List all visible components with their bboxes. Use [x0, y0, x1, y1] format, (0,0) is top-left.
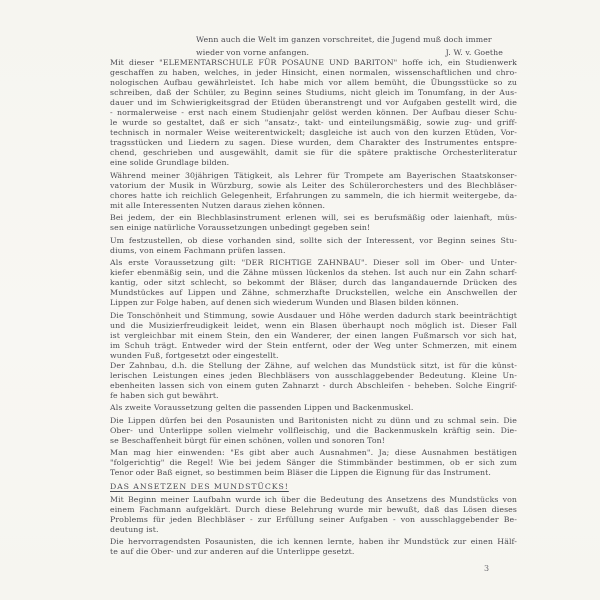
- paragraph: [110, 403, 517, 413]
- paragraph: [110, 537, 517, 557]
- text-line: Als zweite Voraussetzung gelten die passenden Lippen und Backenmuskel.: [110, 403, 414, 412]
- text-line: Als erste Voraussetzung gilt: "DER RICHTIGE ZAHNBAU". Dieser soll im Ober- und Unter-: [110, 258, 517, 267]
- text-line: nologischen Aufbau gewährleistet. Ich habe mich vor allem bemüht, die Übungsstücke so zu: [110, 78, 517, 87]
- text-line: Die Tonschönheit und Stimmung, sowie Ausdauer und Höhe werden dadurch stark beeinträchtigt: [110, 310, 517, 320]
- text-line: deutung ist.: [110, 524, 159, 534]
- text-line: tragsstücken und Liedern zu sagen. Diese wurden, dem Charakter des Instrumentes entspre-: [110, 138, 517, 147]
- text-line: Lippen zur Folge haben, auf denen sich wiederum Wunden und Blasen bilden können.: [110, 298, 459, 307]
- text-line: einem Fachmann aufgeklärt. Durch diese Belehrung wurde mir bewußt, daß das Lösen dieses: [110, 504, 517, 514]
- text-line: kantig, oder sitzt schlecht, so bekommt der Bläser, durch das langandauernde Drücken des: [110, 278, 517, 287]
- paragraph: [110, 58, 517, 168]
- text-line: mit alle Interessenten Nutzen daraus ziehen können.: [110, 200, 326, 210]
- text-line: eine solide Grundlage bilden.: [110, 158, 230, 167]
- epigraph: [196, 33, 503, 59]
- text-line: vatorium der Musik in Würzburg, sowie als Leiter des Schülerorchesters und des Blechbläser-: [110, 180, 517, 190]
- text-line: im Schuh trägt. Entweder wird der Stein entfernt, oder der Weg unter Schmerzen, mit einem: [110, 340, 517, 350]
- text-line: diums, von einem Fachmann prüfen lassen.: [110, 245, 286, 255]
- text-line: te auf die Ober- und zur anderen auf die Unterlippe gesetzt.: [110, 547, 355, 556]
- page-number: 3: [484, 564, 490, 573]
- paragraph: [110, 495, 517, 535]
- epigraph-line-2: wieder von vorne anfangen.: [196, 48, 310, 57]
- text-line: Während meiner 30jährigen Tätigkeit, als Lehrer für Trompete am Bayerischen Staatskonser-: [110, 170, 517, 180]
- text-line: dauer und im Schwierigkeitsgrad der Etüden überanstrengt und vor Aufgaben gestellt wird, die: [110, 98, 517, 107]
- text-line: ist vergleichbar mit einem Stein, den ein Wanderer, der einen langen Fußmarsch vor sich hat,: [110, 330, 517, 340]
- text-line: Tenor oder Baß eignet, so bestimmen beim Bläser die Lippen die Eignung für das Instrument.: [110, 468, 491, 477]
- text-line: Mundstückes auf Lippen und Zähne, schmerzhafte Druckstellen, welche ein Anschwellen der: [110, 288, 517, 297]
- text-line: Mit dieser "ELEMENTARSCHULE FÜR POSAUNE UND BARITON" hoffe ich, ein Studienwerk: [110, 58, 517, 67]
- text-line: le wurde so gestaltet, daß er sich "ansatz-, takt- und einteilungsmäßig, sowie zug- und griff-: [110, 118, 517, 127]
- text-line: lerischen Leistungen eines jeden Blechbläsers von ausschlaggebender Bedeutung. Kleine Un-: [110, 370, 517, 380]
- text-line: sen einige natürliche Voraussetzungen unbedingt gegeben sein!: [110, 223, 371, 232]
- text-line: ebenheiten lassen sich von einem guten Zahnarzt - durch Abschleifen - beheben. Solche Eingrif-: [110, 380, 517, 390]
- paragraph: [110, 213, 517, 233]
- text-line: Die Lippen dürfen bei den Posaunisten und Baritonisten nicht zu dünn und zu schmal sein. Die: [110, 415, 517, 425]
- text-line: chores hatte ich reichlich Gelegenheit, Erfahrungen zu sammeln, die ich hiermit weitergebe, da-: [110, 190, 517, 200]
- text-line: "folgerichtig" die Regel! Wie bei jedem Sänger die Stimmbänder bestimmen, ob er sich zum: [110, 458, 517, 467]
- text-line: Mit Beginn meiner Laufbahn wurde ich über die Bedeutung des Ansetzens des Mundstücks von: [110, 494, 517, 504]
- text-line: Der Zahnbau, d.h. die Stellung der Zähne, auf welchen das Mundstück sitzt, ist für die künst-: [110, 360, 517, 370]
- epigraph-line-1: Wenn auch die Welt im ganzen vorschreitet, die Jugend muß doch immer: [196, 35, 492, 44]
- paragraph: [110, 258, 517, 308]
- section-heading: [110, 482, 517, 492]
- body-text: [110, 58, 517, 557]
- paragraph: [110, 416, 517, 446]
- paragraph: [110, 171, 517, 211]
- text-line: Ober- und Unterlippe sollen vielmehr vollfleischig, und die Backenmuskeln kräftig sein. Die-: [110, 425, 517, 435]
- paragraph: [110, 311, 517, 401]
- text-line: Um festzustellen, ob diese vorhanden sind, sollte sich der Interessent, vor Beginn seines Stu-: [110, 235, 517, 245]
- text-line: Bei jedem, der ein Blechblasinstrument erlenen will, sei es berufsmäßig oder laienhaft, müs-: [110, 213, 517, 222]
- text-line: DAS ANSETZEN DES MUNDSTÜCKS!: [110, 482, 289, 491]
- text-line: - normalerweise - erst nach einem Studienjahr gelöst werden können. Der Aufbau dieser Schu-: [110, 108, 517, 117]
- text-line: kiefer ebenmäßig sein, und die Zähne müssen lückenlos da stehen. Ist auch nur ein Zahn scharf-: [110, 268, 517, 277]
- text-line: chend, geschrieben und ausgewählt, damit sie für die spätere praktische Orchesterliteratur: [110, 148, 517, 157]
- epigraph-attribution: J. W. v. Goethe: [445, 48, 503, 57]
- text-line: se Beschaffenheit bürgt für einen schönen, vollen und sonoren Ton!: [110, 435, 386, 445]
- paragraph: [110, 448, 517, 478]
- paragraph: [110, 236, 517, 256]
- text-line: wunden Fuß, fortgesetzt oder eingestellt.: [110, 350, 279, 360]
- text-line: technisch in normaler Weise weiterentwickelt; dasgleiche ist auch von den kurzen Etüden, Vor-: [110, 128, 517, 137]
- text-line: und die Musizierfreudigkeit leidet, wenn ein Blasen überhaupt noch möglich ist. Dieser Fall: [110, 320, 517, 330]
- text-line: Problems für jeden Blechbläser - zur Erfüllung seiner Aufgaben - von ausschlaggebender Be-: [110, 514, 517, 524]
- text-line: geschaffen zu haben, welches, in jeder Hinsicht, einen normalen, wissenschaftlichen und chro-: [110, 68, 517, 77]
- text-line: schreiben, daß der Schüler, zu Beginn seines Studiums, nicht gleich im Tonumfang, in der Aus-: [110, 88, 517, 97]
- text-line: Man mag hier einwenden: "Es gibt aber auch Ausnahmen". Ja; diese Ausnahmen bestätigen: [110, 448, 517, 457]
- text-line: fe haben sich gut bewährt.: [110, 390, 219, 400]
- text-line: Die hervorragendsten Posaunisten, die ich kennen lernte, haben ihr Mundstück zur einen Hälf-: [110, 537, 517, 546]
